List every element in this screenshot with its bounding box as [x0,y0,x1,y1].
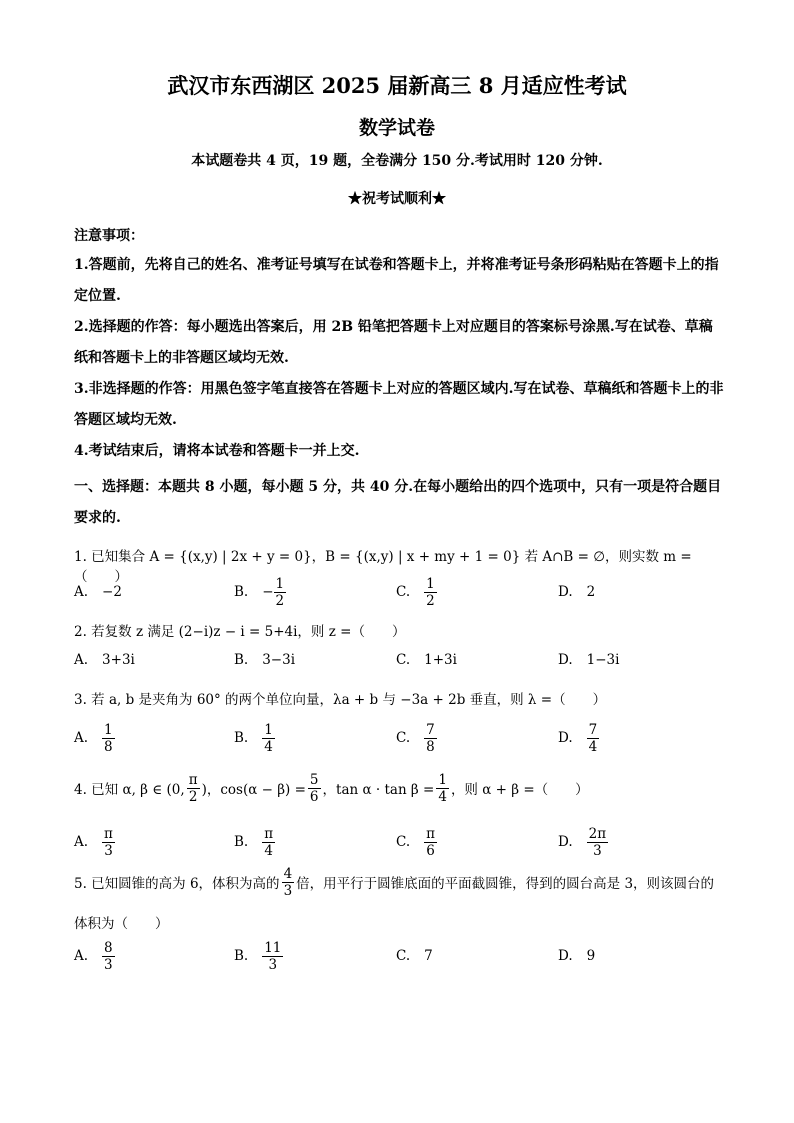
fraction-denominator: 6 [426,842,435,859]
option-c [396,640,457,680]
option-label: A. [74,730,89,746]
option-label: B. [234,730,249,746]
question-4-options [74,822,734,862]
stem-fraction [187,772,200,805]
question-3-options [74,718,734,758]
fraction-denominator: 8 [426,738,435,755]
fraction-denominator: 3 [268,956,278,973]
fraction-numerator: 5 [309,771,319,788]
stem-part: ，tan α · tan β = [322,782,435,798]
note-item-1: 1.答题前，先将自己的姓名、准考证号填写在试卷和答题卡上，并将准考证号条形码粘贴在答题卡上的指定位置. [74,257,719,304]
question-5-stem-line2: 体积为（ ） [74,916,169,932]
option-label: B. [234,948,249,964]
fraction-numerator: 1 [438,771,447,788]
fraction-numerator: 1 [426,575,435,592]
option-a [74,822,115,862]
option-fraction [274,576,287,609]
fraction-denominator: 2 [426,592,435,609]
option-value: 1+3i [424,652,457,668]
fraction-numerator: 2π [588,825,607,842]
fraction-denominator: 6 [309,788,319,805]
option-d [558,572,595,612]
option-a [74,936,115,976]
fraction-numerator: 1 [264,721,273,738]
option-fraction [587,722,600,755]
option-label: D. [558,652,573,668]
option-fraction [102,940,115,973]
option-value: 2 [586,584,596,600]
option-fraction [262,940,283,973]
option-c [396,822,437,862]
note-item-4: 4.考试结束后，请将本试卷和答题卡一并上交. [74,443,360,459]
option-d [558,718,599,758]
fraction-denominator: 2 [275,592,285,609]
option-fraction [587,826,608,859]
option-fraction [102,722,115,755]
option-d [558,640,619,680]
option-label: B. [234,584,249,600]
option-label: A. [74,652,89,668]
option-label: D. [558,730,573,746]
option-label: C. [396,834,411,850]
option-label: A. [74,584,89,600]
option-fraction [424,576,437,609]
fraction-denominator: 3 [283,882,293,899]
fraction-numerator: 7 [426,721,435,738]
option-label: D. [558,584,573,600]
option-d [558,822,608,862]
stem-part: ，则 α + β =（ ） [450,782,589,798]
fraction-denominator: 3 [104,956,113,973]
fraction-denominator: 4 [264,842,273,859]
option-c [396,572,437,612]
fraction-denominator: 4 [438,788,447,805]
fraction-numerator: 1 [275,575,285,592]
fraction-numerator: 7 [588,721,598,738]
option-label: C. [396,652,411,668]
fraction-denominator: 3 [593,842,602,859]
option-value: 3−3i [262,652,296,668]
exam-subtitle: 数学试卷 [358,117,435,139]
question-3-stem: 3. 若 a, b 是夹角为 60° 的两个单位向量，λa + b 与 −3a + 2b 垂直，则 λ =（ ） [74,692,607,708]
option-label: C. [396,948,411,964]
option-b [234,718,275,758]
stem-part: 4. 已知 α, β ∈ (0, [74,782,185,798]
option-c [396,936,433,976]
fraction-denominator: 8 [104,738,113,755]
fraction-numerator: π [104,825,113,842]
option-label: C. [396,584,411,600]
fraction-denominator: 4 [264,738,273,755]
note-item-2: 2.选择题的作答：每小题选出答案后，用 2B 铅笔把答题卡上对应题目的答案标号涂黑.写在试卷、草稿纸和答题卡上的非答题区域均无效. [74,319,713,366]
option-fraction [262,722,275,755]
option-value: 7 [424,948,433,964]
fraction-numerator: 4 [283,865,293,882]
option-value: 9 [586,948,596,964]
section-heading: 一、选择题：本题共 8 小题，每小题 5 分，共 40 分.在每小题给出的四个选项中，只有一项是符合题目要求的. [74,479,722,526]
option-a [74,640,135,680]
stem-part: )，cos(α − β) = [201,782,306,798]
option-fraction [424,722,437,755]
fraction-denominator: 3 [104,842,113,859]
fraction-numerator: π [426,825,436,842]
option-fraction [424,826,437,859]
question-5-options [74,936,734,976]
note-item-3: 3.非选择题的作答：用黑色签字笔直接答在答题卡上对应的答题区域内.写在试卷、草稿纸和答题卡上的非答题区域均无效. [74,381,724,428]
option-a [74,718,115,758]
option-label: B. [234,834,249,850]
fraction-numerator: 1 [104,721,113,738]
option-label: D. [558,948,573,964]
fraction-numerator: 11 [264,939,282,956]
exam-info: 本试题卷共 4 页，19 题，全卷满分 150 分.考试用时 120 分钟. [191,153,603,169]
fraction-numerator: 8 [104,939,113,956]
question-1-options [74,572,734,612]
option-label: D. [558,834,573,850]
option-value: 3+3i [102,652,135,668]
question-5-stem [74,862,734,902]
option-label: C. [396,730,411,746]
option-label: B. [234,652,249,668]
option-a [74,572,122,612]
question-1-stem: 1. 已知集合 A = {(x,y) | 2x + y = 0}，B = {(x,y) | x + my + 1 = 0} 若 A∩B = ∅，则实数 m =（ ） [74,549,692,585]
fraction-denominator: 4 [588,738,598,755]
exam-title: 武汉市东西湖区 2025 届新高三 8 月适应性考试 [167,73,627,98]
notes-heading: 注意事项： [74,228,144,244]
option-sign: − [262,584,274,600]
option-fraction [262,826,275,859]
option-value: −2 [102,584,122,600]
option-value: 1−3i [586,652,620,668]
option-b [234,640,295,680]
fraction-numerator: π [264,825,274,842]
stem-fraction [308,772,321,805]
fraction-numerator: π [188,771,198,788]
exam-wish: ★祝考试顺利★ [348,191,446,207]
option-b [234,936,283,976]
question-4-stem [74,770,734,806]
option-b [234,822,275,862]
option-label: A. [74,948,89,964]
stem-part: 倍，用平行于圆锥底面的平面截圆锥，得到的圆台高是 3，则该圆台的 [296,876,715,892]
question-2-stem: 2. 若复数 z 满足 (2−i)z − i = 5+4i，则 z =（ ） [74,624,406,640]
question-2-options [74,640,734,680]
stem-part: 5. 已知圆锥的高为 6，体积为高的 [74,876,280,892]
option-fraction [102,826,115,859]
stem-fraction [436,772,449,805]
option-c [396,718,437,758]
option-b [234,572,286,612]
stem-fraction [282,866,295,899]
option-d [558,936,595,976]
option-label: A. [74,834,89,850]
fraction-denominator: 2 [188,788,198,805]
